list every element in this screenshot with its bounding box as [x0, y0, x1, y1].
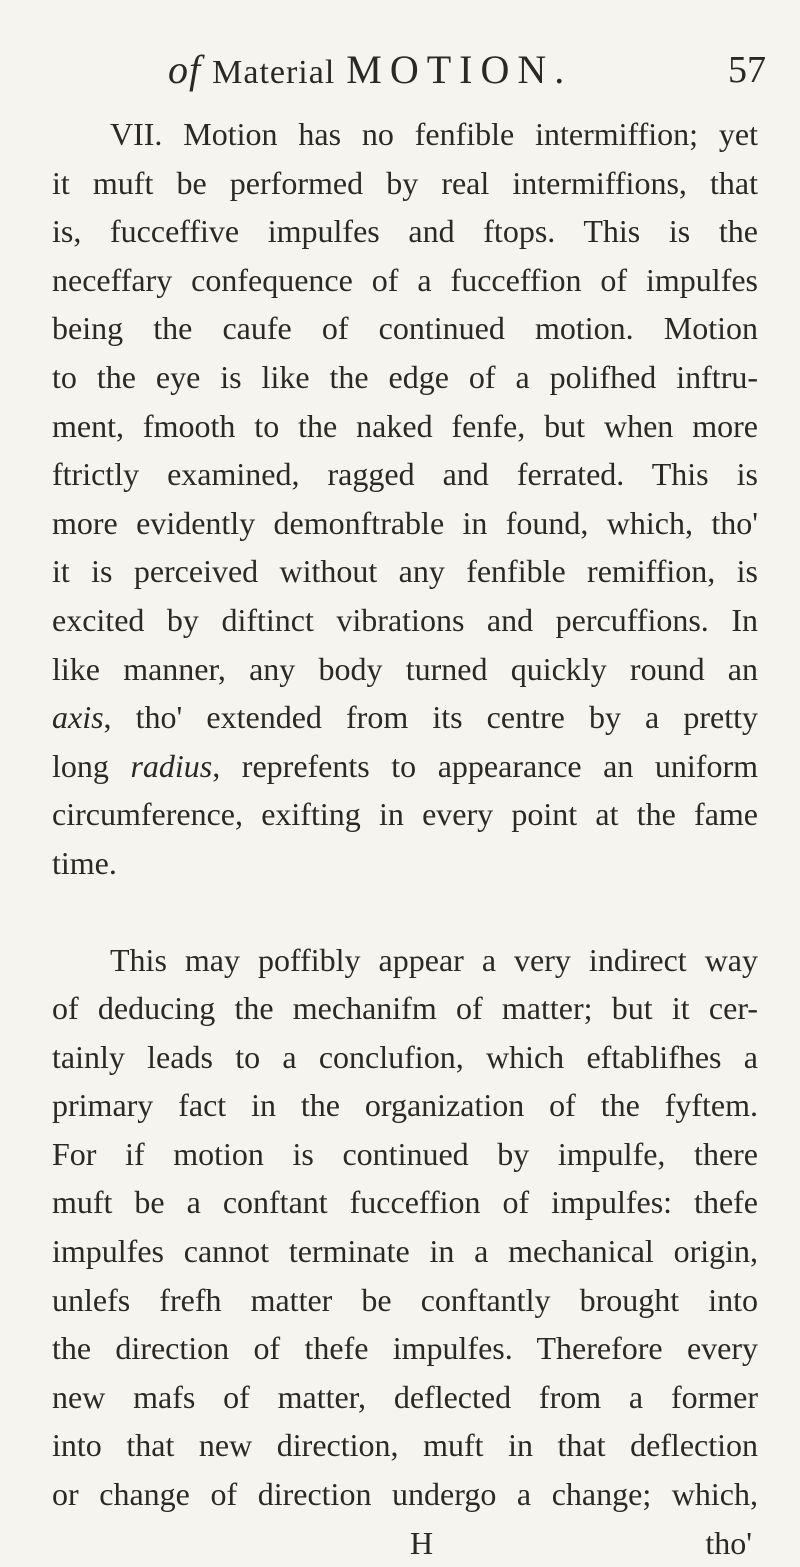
text-line: unlefs frefh matter be conftantly brought into [52, 1281, 758, 1318]
body-text [52, 110, 758, 1567]
text-fragment: long [52, 747, 131, 784]
page-footer [52, 1519, 758, 1567]
text-line: tainly leads to a conclufion, which eftablifhes a [52, 1038, 758, 1075]
text-line: into that new direction, muft in that deflection [52, 1427, 758, 1464]
text-line: impulfes cannot terminate in a mechanical origin, [52, 1233, 758, 1270]
paragraph-2 [52, 936, 758, 1519]
text-line: like manner, any body turned quickly round an [52, 650, 758, 687]
text-line: more evidently demonftrable in found, which, tho' [52, 504, 758, 541]
text-fragment: , reprefents to appearance an uniform [212, 747, 759, 784]
italic-word-axis: axis [52, 699, 104, 736]
text-line: it muft be performed by real intermiffions, that [52, 164, 758, 201]
text-line: to the eye is like the edge of a polifhed inftru- [52, 358, 758, 395]
signature-mark: H [410, 1524, 434, 1561]
text-line: This may poffibly appear a very indirect way [110, 941, 758, 978]
text-line: primary fact in the organization of the fyftem. [52, 1087, 758, 1124]
text-line: muft be a conftant fucceffion of impulfes: thefe [52, 1184, 758, 1221]
text-line: being the caufe of continued motion. Motion [52, 310, 758, 347]
text-line: new mafs of matter, deflected from a former [52, 1378, 758, 1415]
paragraph-gap [52, 888, 758, 936]
text-line [52, 693, 758, 742]
italic-word-radius: radius [130, 747, 213, 784]
title-material: Material [212, 54, 336, 91]
text-line: or change of direction undergo a change; which, [52, 1476, 758, 1513]
text-line: ment, fmooth to the naked fenfe, but when more [52, 407, 758, 444]
text-line: is, fucceffive impulfes and ftops. This is the [52, 213, 758, 250]
running-title [168, 46, 572, 93]
text-line: ftrictly examined, ragged and ferrated. This is [52, 456, 758, 493]
text-line [52, 742, 758, 791]
text-fragment: , tho' extended from its centre by a pretty [103, 699, 758, 736]
text-line: For if motion is continued by impulfe, there [52, 1135, 758, 1172]
running-head [120, 40, 800, 96]
text-line: the direction of thefe impulfes. Therefore every [52, 1330, 758, 1367]
page-number: 57 [728, 49, 766, 91]
text-line: neceffary confequence of a fucceffion of impulfes [52, 261, 758, 298]
title-motion: MOTION. [346, 47, 573, 92]
text-line: excited by diftinct vibrations and percuffions. In [52, 601, 758, 638]
text-line: of deducing the mechanifm of matter; but it cer- [52, 990, 758, 1027]
text-line: circumference, exifting in every point at the fame [52, 796, 758, 833]
text-line: it is perceived without any fenfible remiffion, is [52, 553, 758, 590]
title-of: of [168, 47, 202, 92]
catchword: tho' [705, 1524, 752, 1561]
paragraph-1 [52, 110, 758, 888]
text-line: VII. Motion has no fenfible intermiffion; yet [110, 116, 758, 152]
text-line: time. [52, 844, 117, 881]
